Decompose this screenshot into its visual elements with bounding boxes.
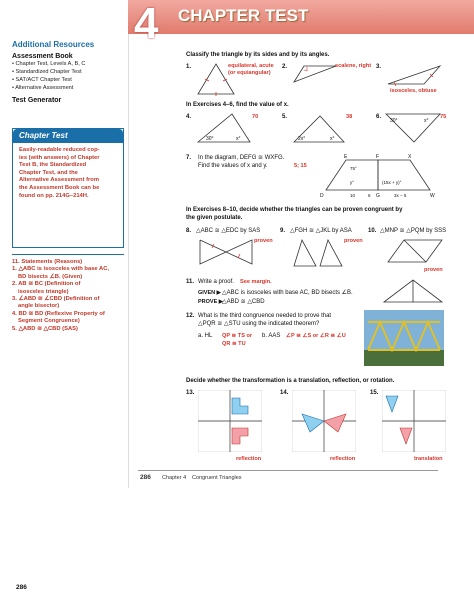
assessment-book-heading: Assessment Book [12, 53, 73, 60]
footer-rule [138, 470, 438, 471]
footer-section: Congruent Triangles [192, 475, 242, 481]
q14-number: 14. [280, 390, 289, 396]
answer-line: Segment Congruence) [18, 318, 80, 325]
footer-page-number: 286 [140, 474, 151, 481]
q13-number: 13. [186, 390, 195, 396]
tip-title: Chapter Test [13, 129, 123, 143]
q14-grid [292, 390, 356, 452]
q4-x-label: x° [236, 136, 241, 142]
q4-number: 4. [186, 114, 192, 120]
label-6: 6 [368, 193, 371, 198]
q13-grid [198, 390, 262, 452]
q6-x-label: x° [424, 118, 429, 124]
answer-block [12, 254, 124, 333]
q3-number: 3. [376, 64, 382, 70]
bottom-page-number: 286 [16, 584, 27, 591]
q12a-answer-1: QP ≅ TS or [222, 333, 253, 339]
label-x: X [408, 154, 412, 160]
list-item: • Alternative Assessment [12, 85, 74, 91]
q10-answer: proven [424, 267, 443, 273]
answer-line: BD bisects ∠B. (Given) [18, 273, 83, 280]
q4-triangle [196, 112, 252, 146]
additional-resources-heading: Additional Resources [12, 40, 95, 49]
q12-line2: △PQR ≅ △STU using the indicated theorem? [198, 321, 320, 327]
tip-text [13, 143, 123, 204]
section1-instruction: Classify the triangle by its sides and by its angles. [186, 52, 330, 58]
q7-line2: Find the values of x and y. [198, 163, 268, 169]
answer-heading: 11. Statements (Reasons) [12, 259, 83, 265]
q15-number: 15. [370, 390, 379, 396]
answer-line: 4. BD ≅ BD (Reflexive Property of [12, 310, 105, 317]
q15-answer: translation [414, 456, 443, 462]
q10-diagram [384, 236, 446, 266]
q11-diagram [380, 276, 446, 306]
chapter-title: CHAPTER TEST [178, 6, 309, 25]
q8-diagram [196, 236, 258, 268]
label-g: G [376, 193, 380, 199]
tip-line: ies (with answers) of Chapter [19, 154, 100, 161]
q5-triangle [290, 112, 346, 146]
given-label: GIVEN ▶ [198, 290, 221, 296]
q7-answer: 5; 15 [294, 163, 307, 169]
prove-label: PROVE ▶ [198, 299, 224, 305]
q3-triangle [384, 62, 444, 88]
q9-text: △FGH ≅ △JKL by ASA [290, 228, 352, 234]
list-item: • Standardized Chapter Test [12, 69, 82, 75]
prove-text: △ABD ≅ △CBD [222, 299, 265, 305]
tip-line: Chapter Test, and the [19, 169, 78, 176]
answer-line: 1. △ABC is isosceles with base AC, [12, 266, 110, 273]
q6-triangle [384, 112, 442, 146]
answer-line: 3. ∠ABD ≅ ∠CBD (Definition of [12, 296, 100, 303]
q7-line1: In the diagram, DEFG ≅ WXFG. [198, 155, 285, 161]
label-10: 10 [350, 193, 356, 198]
q1-answer-a: equilateral, acute [228, 63, 274, 69]
q5-2x-label: 2x° [298, 136, 306, 142]
q8-answer: proven [254, 238, 273, 244]
q5-x-label: x° [330, 136, 335, 142]
q12b-answer: ∠P ≅ ∠S or ∠R ≅ ∠U [286, 333, 346, 339]
q4-answer: 70 [252, 114, 259, 120]
q6-number: 6. [376, 114, 382, 120]
section4-instruction: Decide whether the transformation is a translation, reflection, or rotation. [186, 378, 395, 384]
chapter-number: 4 [134, 0, 159, 48]
tip-line: Alternative Assessment from [19, 177, 100, 184]
answer-line: 5. △ABD ≅ △CBD (SAS) [12, 325, 78, 332]
q11-text: Write a proof. [198, 279, 234, 285]
q6-angle-label: 30° [390, 118, 398, 124]
q5-answer: 38 [346, 114, 353, 120]
sidebar [12, 40, 124, 570]
q8-number: 8. [186, 228, 192, 234]
q9-answer: proven [344, 238, 363, 244]
label-3x5: 3x − 5 [394, 193, 407, 198]
tip-line: the Assessment Book can be [19, 184, 100, 191]
q10-number: 10. [368, 228, 377, 234]
q9-diagram [290, 236, 346, 270]
bridge-photo [364, 310, 444, 366]
tip-line: Easily-readable reduced cop- [19, 147, 100, 153]
q2-answer: scalene, right [335, 63, 372, 69]
list-item: • Chapter Test, Levels A, B, C [12, 61, 86, 67]
chapter-test-tip-box [12, 128, 124, 248]
label-f: F [376, 154, 380, 160]
label-75: 75° [350, 166, 357, 171]
q12b-label: b. AAS [262, 333, 281, 339]
list-item: • SAT/ACT Chapter Test [12, 77, 72, 83]
test-generator-heading: Test Generator [12, 97, 62, 104]
q3-answer: isosceles, obtuse [390, 88, 437, 94]
q1-number: 1. [186, 64, 192, 70]
q7-number: 7. [186, 155, 192, 161]
section3-instruction-a: In Exercises 8–10, decide whether the triangles can be proven congruent by [186, 207, 403, 213]
q13-answer: reflection [236, 456, 262, 462]
q8-text: △ABC ≅ △EDC by SAS [196, 228, 261, 234]
q9-number: 9. [280, 228, 286, 234]
q5-number: 5. [282, 114, 288, 120]
q12-number: 12. [186, 313, 195, 319]
label-d: D [320, 193, 324, 199]
label-e: E [344, 154, 348, 160]
given-text: △ABC is isosceles with base AC, BD bisects ∠B. [222, 290, 353, 296]
answer-line: isosceles triangle) [18, 288, 69, 295]
tip-line: Test B, the Standardized [19, 162, 87, 169]
q12-line1: What is the third congruence needed to prove that [198, 313, 332, 319]
q6-answer: 75 [440, 114, 447, 120]
q14-answer: reflection [330, 456, 356, 462]
q11-answer: See margin. [240, 279, 272, 285]
q4-angle-label: 30° [206, 136, 214, 142]
q12a-answer-2: QR ≅ TU [222, 341, 246, 347]
q11-number: 11. [186, 279, 195, 285]
label-expr: (15x + y)° [382, 180, 402, 185]
answer-line: 2. AB ≅ BC (Definition of [12, 281, 81, 288]
label-y: y° [350, 180, 355, 185]
q12a-label: a. HL [198, 333, 213, 339]
footer-chapter: Chapter 4 [162, 475, 187, 481]
tip-line: found on pp. 214G–214H. [19, 192, 89, 199]
section2-instruction: In Exercises 4–6, find the value of x. [186, 102, 289, 108]
q1-answer-b: (or equiangular) [228, 70, 271, 76]
q2-number: 2. [282, 64, 288, 70]
q2-triangle [290, 62, 338, 86]
section3-instruction-b: the given postulate. [186, 215, 243, 221]
label-w: W [430, 193, 435, 199]
assessment-list [12, 60, 124, 92]
q7-diagram [316, 150, 440, 200]
q10-text: △MNP ≅ △PQM by SSS [380, 228, 447, 234]
answer-line: angle bisector) [18, 303, 60, 310]
q15-grid [382, 390, 446, 452]
